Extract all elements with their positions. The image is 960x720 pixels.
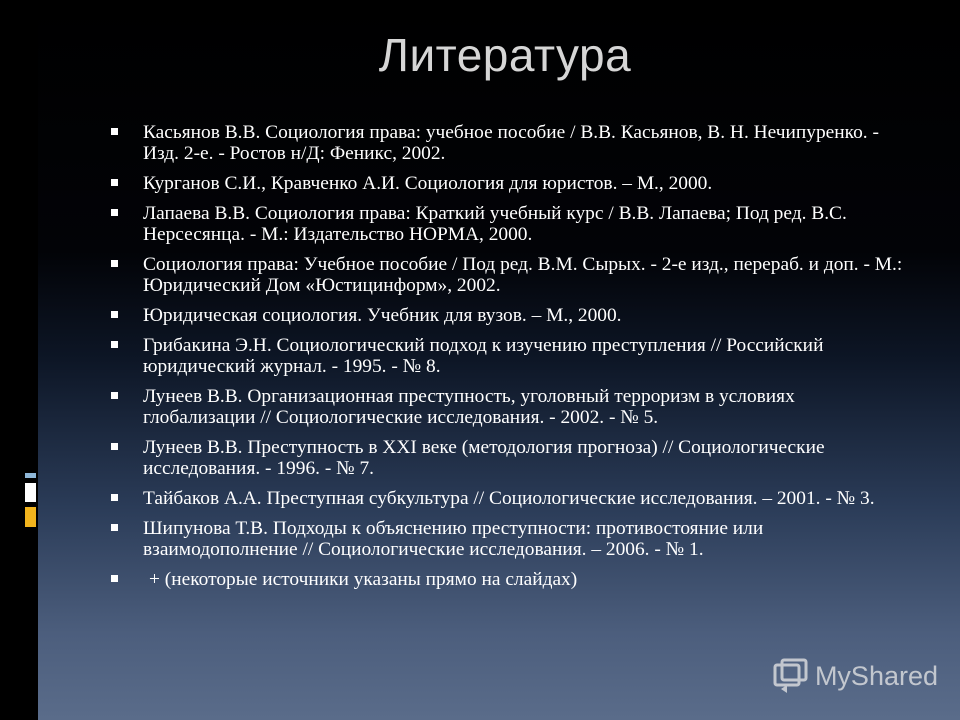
square-bullet-icon (111, 494, 118, 501)
bibliography-list (107, 122, 907, 599)
watermark (771, 656, 938, 696)
list-item-text: Касьянов В.В. Социология права: учебное пособие / В.В. Касьянов, В. Н. Нечипуренко. - Изд. 2-е. - Ростов н/Д: Феникс, 2002. (143, 122, 879, 164)
list-item (107, 569, 907, 590)
list-item (107, 203, 907, 245)
list-item (107, 437, 907, 479)
square-bullet-icon (111, 311, 118, 318)
list-item (107, 386, 907, 428)
list-item (107, 518, 907, 560)
left-side-bar (0, 0, 38, 720)
slides-stack-icon (771, 656, 811, 696)
square-bullet-icon (111, 443, 118, 450)
list-item-text: Лапаева В.В. Социология права: Краткий учебный курс / В.В. Лапаева; Под ред. В.С. Нерсесянца. - М.: Издательство НОРМА, 2000. (143, 203, 847, 245)
square-bullet-icon (111, 179, 118, 186)
square-bullet-icon (111, 260, 118, 267)
list-item-text: Тайбаков А.А. Преступная субкультура // Социологические исследования. – 2001. - № 3. (143, 488, 875, 509)
accent-stripe-orange (25, 507, 36, 527)
list-item (107, 335, 907, 377)
list-item-text: Лунеев В.В. Организационная преступность, уголовный терроризм в условиях глобализации // Социологические исследования. - 2002. - № 5. (143, 386, 795, 428)
list-item (107, 173, 907, 194)
accent-stripe-white (25, 483, 36, 502)
list-item-text: + (некоторые источники указаны прямо на слайдах) (149, 569, 578, 590)
square-bullet-icon (111, 209, 118, 216)
list-item-text: Социология права: Учебное пособие / Под ред. В.М. Сырых. - 2-е изд., перераб. и доп. - М.: Юридический Дом «Юстицинформ», 2002. (143, 254, 903, 296)
square-bullet-icon (111, 341, 118, 348)
square-bullet-icon (111, 524, 118, 531)
watermark-text: MyShared (814, 660, 938, 691)
list-item (107, 254, 907, 296)
square-bullet-icon (111, 575, 118, 582)
list-item (107, 488, 907, 509)
list-item-text: Юридическая социология. Учебник для вузов. – М., 2000. (143, 305, 622, 326)
list-item (107, 122, 907, 164)
square-bullet-icon (111, 128, 118, 135)
list-item-text: Курганов С.И., Кравченко А.И. Социология для юристов. – М., 2000. (143, 173, 713, 194)
list-item (107, 305, 907, 326)
list-item-text: Лунеев В.В. Преступность в XXI веке (методология прогноза) // Социологические исследования. - 1996. - № 7. (143, 437, 825, 479)
accent-stripe-blue (25, 473, 36, 478)
list-item-text: Грибакина Э.Н. Социологический подход к изучению преступления // Российский юридический журнал. - 1995. - № 8. (143, 335, 824, 377)
list-item-text: Шипунова Т.В. Подходы к объяснению преступности: противостояние или взаимодополнение // Социологические исследования. – 2006. - № 1. (143, 518, 764, 560)
slide-title: Литература (378, 29, 632, 81)
square-bullet-icon (111, 392, 118, 399)
